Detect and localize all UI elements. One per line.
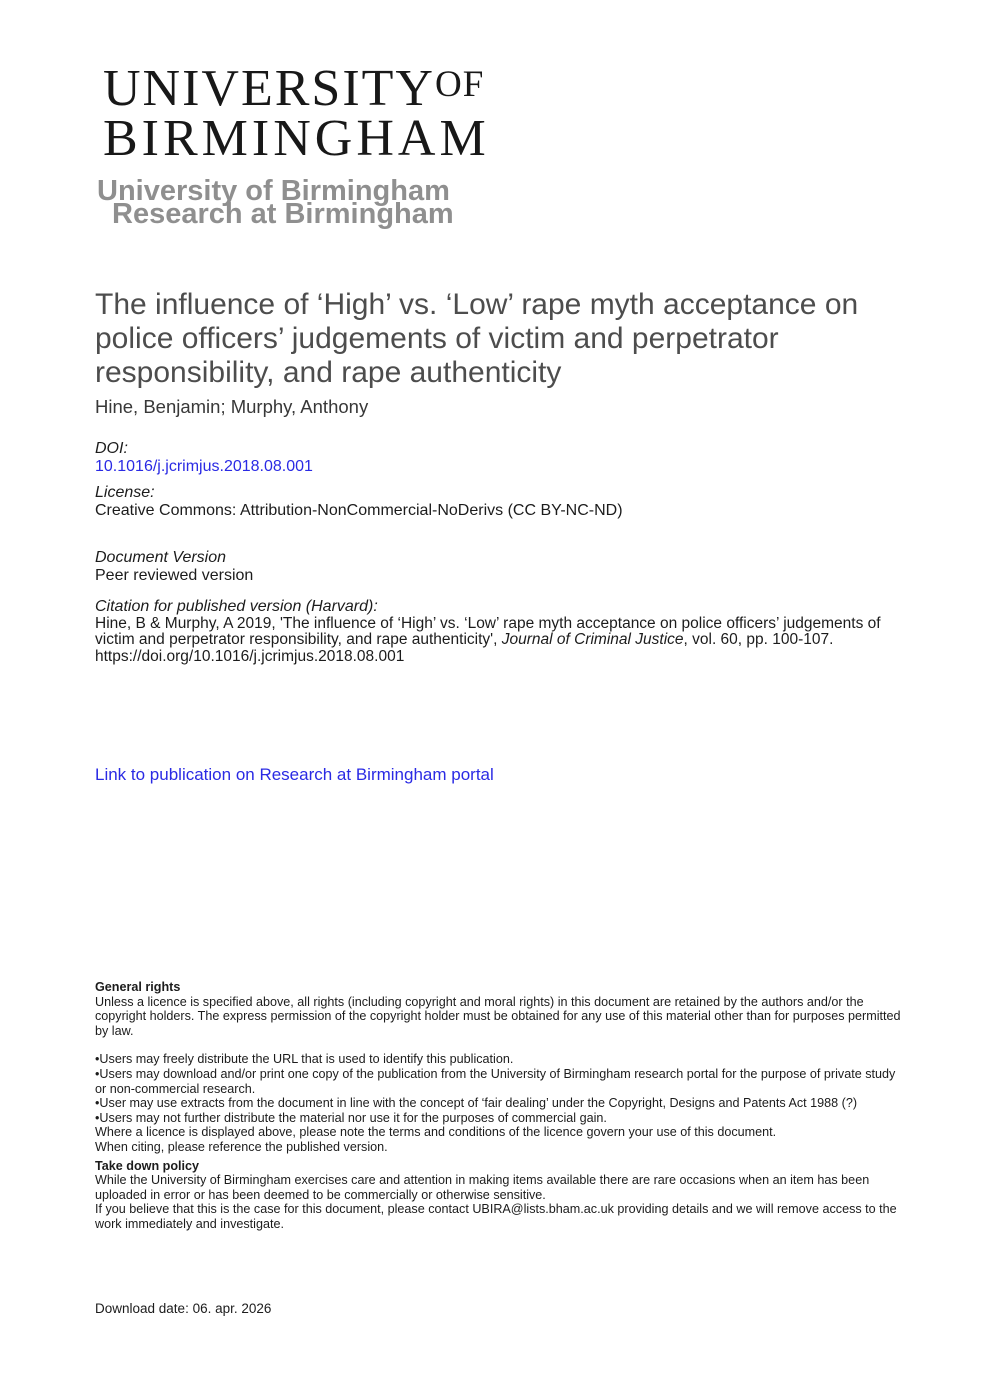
wordmark-line-2: Research at Birmingham (112, 198, 454, 230)
publication-portal-link[interactable]: Link to publication on Research at Birmingham portal (95, 765, 494, 784)
citation-label: Citation for published version (Harvard): (95, 598, 378, 615)
take-down-policy-heading: Take down policy (95, 1158, 200, 1173)
license-value: Creative Commons: Attribution-NonCommercial-NoDerivs (CC BY-NC-ND) (95, 501, 623, 519)
wordmark-line-1: University of Birmingham (97, 175, 450, 207)
logo-birmingham-text: BIRMINGHAM (103, 110, 490, 167)
research-portal-wordmark (95, 176, 555, 236)
logo-line-1 (103, 60, 490, 117)
metadata-section (95, 440, 895, 665)
license-label: License: (95, 484, 155, 501)
citation-part-after: , vol. 60, pp. 100-107. https://doi.org/10.1016/j.jcrimjus.2018.08.001 (95, 631, 834, 665)
rights-section (95, 980, 909, 1232)
citation-part-before: Hine, B & Murphy, A 2019, 'The influence of ‘High’ vs. ‘Low’ rape myth acceptance on police officers’ judgements of victim and perpetrator responsibility, and rape authenticity', (95, 614, 881, 648)
logo-line-2 (103, 110, 490, 167)
rights-bullet-item: • Users may freely distribute the URL that is used to identify this publication. (95, 1052, 909, 1067)
rights-bullet-item: • Users may not further distribute the material nor use it for the purposes of commercial gain. (95, 1111, 909, 1126)
take-down-para-1: While the University of Birmingham exercises care and attention in making items available there are rare occasions when an item has been uploaded in error or has been deemed to be commercially or otherwise sensitive. (95, 1173, 870, 1202)
authors-line: Hine, Benjamin; Murphy, Anthony (95, 396, 369, 417)
doi-link[interactable]: 10.1016/j.jcrimjus.2018.08.001 (95, 457, 313, 475)
doi-label: DOI: (95, 440, 128, 457)
university-logo (103, 60, 490, 167)
document-version-label: Document Version (95, 549, 227, 566)
download-date: Download date: 06. apr. 2026 (95, 1301, 272, 1316)
page-title: The influence of ‘High’ vs. ‘Low’ rape myth acceptance on police officers’ judgements of victim and perpetrator responsibility, and rape authenticity (95, 288, 859, 389)
logo-university-text: UNIVERSITY (103, 60, 435, 117)
title-section (95, 288, 917, 418)
logo-of-text: OF (434, 64, 485, 105)
citation-text (95, 616, 895, 666)
rights-bullet-item: • User may use extracts from the document in line with the concept of ‘fair dealing’ under the Copyright, Designs and Patents Act 1988 (?) (95, 1096, 909, 1111)
licence-note: Where a licence is displayed above, please note the terms and conditions of the licence govern your use of this document. (95, 1125, 777, 1140)
citing-note: When citing, please reference the published version. (95, 1139, 388, 1154)
rights-bullet-item: • Users may download and/or print one copy of the publication from the University of Birmingham research portal for the purpose of private study or non-commercial research. (95, 1067, 909, 1096)
general-rights-intro: Unless a licence is specified above, all rights (including copyright and moral rights) in this document are retained by the authors and/or the copyright holders. The express permission of the copyright holder must be obtained for any use of this material other than for purposes permitted by law. (95, 994, 901, 1038)
portal-link-section (95, 765, 494, 785)
general-rights-heading: General rights (95, 980, 181, 994)
citation-journal-name: Journal of Criminal Justice (501, 631, 684, 648)
take-down-para-2: If you believe that this is the case for this document, please contact UBIRA@lists.bham.ac.uk providing details and we will remove access to the work immediately and investigate. (95, 1202, 897, 1231)
document-version-value: Peer reviewed version (95, 566, 254, 584)
rights-bullet-list (95, 1052, 909, 1125)
